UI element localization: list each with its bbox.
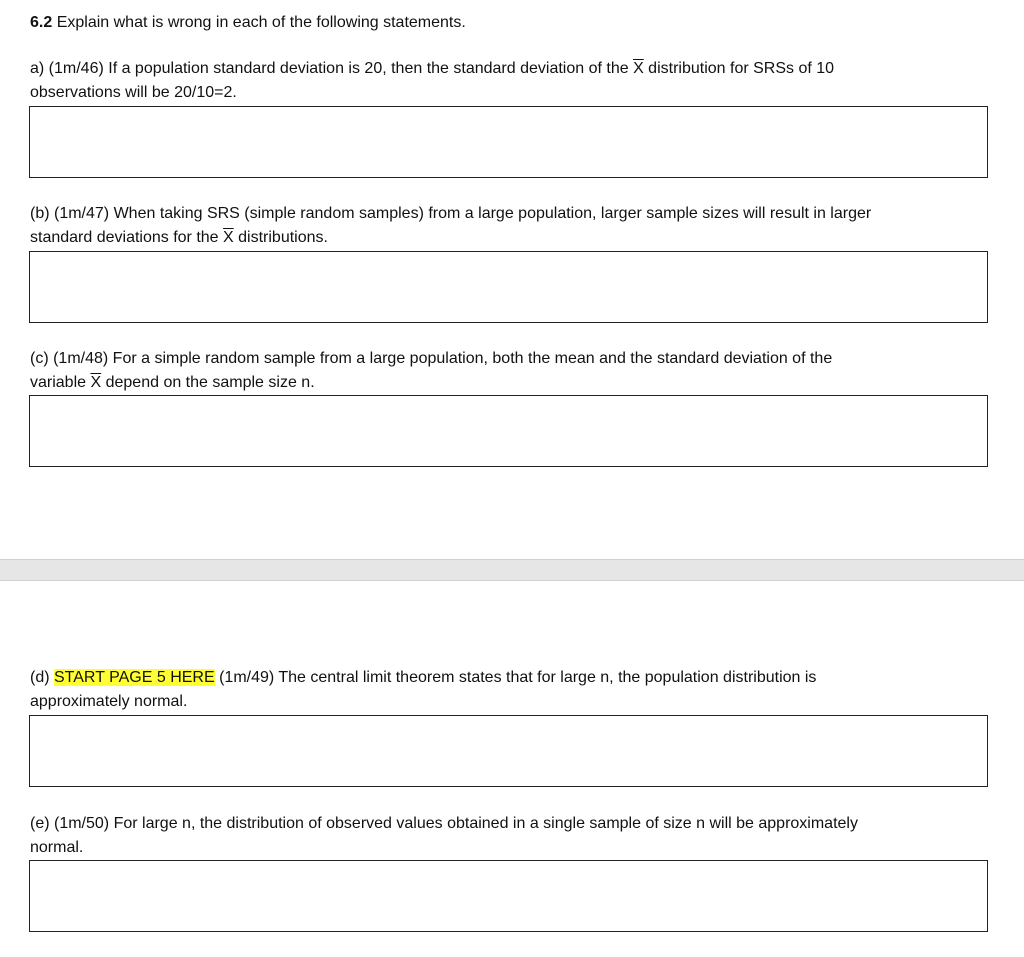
page-5: [0, 581, 1024, 957]
start-page-highlight: START PAGE 5 HERE: [54, 669, 215, 686]
question-b-line-2: standard deviations for the $\overline{X}$ distributions.: [30, 229, 328, 246]
xbar-symbol: $\overline{X}$: [223, 229, 234, 246]
question-d: [30, 666, 980, 714]
question-e-line-1: (e) (1m/50) For large n, the distribution of observed values obtained in a single sample of size n will be approximately: [30, 815, 858, 832]
page-break: [0, 559, 1024, 581]
answer-box-b[interactable]: [29, 251, 988, 323]
question-e-line-2: normal.: [30, 839, 84, 856]
answer-box-a[interactable]: [29, 106, 988, 178]
question-b: [30, 202, 980, 250]
xbar-symbol: $\overline{X}$: [633, 60, 644, 77]
answer-box-d[interactable]: [29, 715, 988, 787]
question-c: [30, 347, 980, 395]
question-b-line-1: (b) (1m/47) When taking SRS (simple random samples) from a large population, larger sample sizes will result in larger: [30, 205, 872, 222]
exercise-heading: [30, 12, 466, 34]
question-d-line-2: approximately normal.: [30, 693, 188, 710]
answer-box-e[interactable]: [29, 860, 988, 932]
xbar-symbol: $\overline{X}$: [90, 374, 102, 391]
answer-box-c[interactable]: [29, 395, 988, 467]
question-e: [30, 812, 980, 860]
question-c-line-1: (c) (1m/48) For a simple random sample from a large population, both the mean and the standard deviation of the: [30, 350, 833, 367]
exercise-instructions: Explain what is wrong in each of the following statements.: [56, 14, 466, 31]
question-c-line-2: variable $\overline{X}$ depend on the sample size n.: [30, 374, 315, 391]
question-a: [30, 57, 980, 105]
exercise-number: 6.2: [30, 14, 53, 31]
question-a-line-2: observations will be 20/10=2.: [30, 84, 237, 101]
question-a-line-1: a) (1m/46) If a population standard deviation is 20, then the standard deviation of the $\overline{X}$ distribution for SRSs of 10: [30, 60, 835, 77]
question-d-line-1: (d) START PAGE 5 HERE (1m/49) The central limit theorem states that for large n, the population distribution is: [30, 669, 817, 686]
